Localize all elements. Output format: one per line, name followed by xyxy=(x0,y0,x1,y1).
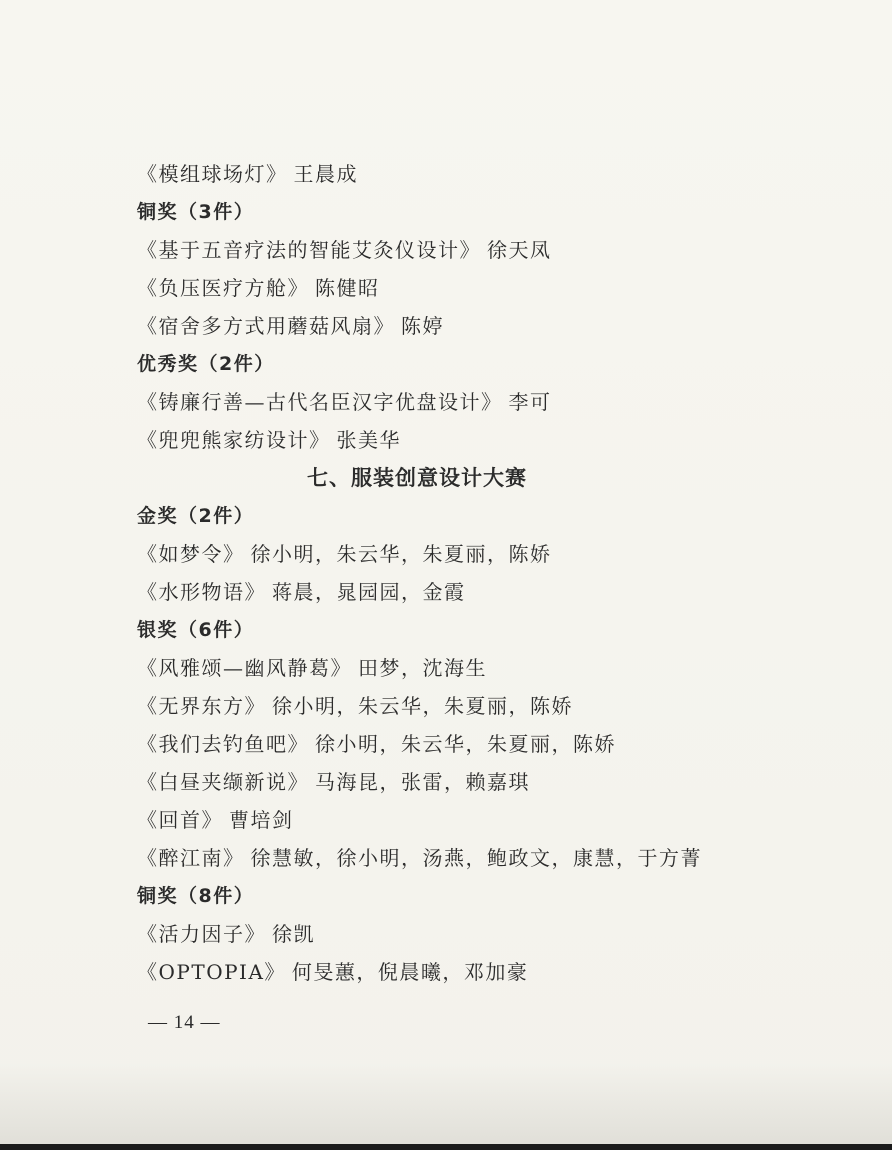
award-entry xyxy=(137,801,837,839)
award-entry xyxy=(137,839,837,877)
award-entry xyxy=(137,649,837,687)
work-authors: 何旻蕙，倪晨曦，邓加豪 xyxy=(291,960,529,984)
award-entry xyxy=(137,725,837,763)
award-level-label: 金奖（2件） xyxy=(137,505,255,527)
work-title: 《我们去钓鱼吧》 xyxy=(137,732,309,756)
work-title: 《水形物语》 xyxy=(137,580,266,604)
award-entry xyxy=(137,953,837,991)
page-number: — 14 — xyxy=(148,1012,221,1033)
work-authors: 王晨成 xyxy=(293,162,358,186)
award-entry xyxy=(137,573,837,611)
work-title: 《铸廉行善—古代名臣汉字优盘设计》 xyxy=(137,390,503,414)
scan-shadow xyxy=(0,1062,892,1150)
work-title: 《白昼夹缬新说》 xyxy=(137,770,309,794)
work-authors: 陈健昭 xyxy=(315,276,380,300)
work-title: 《基于五音疗法的智能艾灸仪设计》 xyxy=(137,238,481,262)
work-title: 《OPTOPIA》 xyxy=(137,960,286,984)
section-heading: 七、服装创意设计大赛 xyxy=(307,466,527,490)
scan-edge xyxy=(0,1144,892,1150)
work-title: 《如梦令》 xyxy=(137,542,245,566)
work-title: 《活力因子》 xyxy=(137,922,266,946)
work-authors: 蒋晨，晁园园，金霞 xyxy=(272,580,466,604)
work-authors: 曹培剑 xyxy=(229,808,294,832)
work-authors: 徐小明，朱云华，朱夏丽，陈娇 xyxy=(315,732,616,756)
award-entry xyxy=(137,763,837,801)
work-title: 《负压医疗方舱》 xyxy=(137,276,309,300)
award-level-label: 优秀奖（2件） xyxy=(137,353,275,375)
award-level-label: 铜奖（3件） xyxy=(137,201,255,223)
work-title: 《风雅颂—幽风静葛》 xyxy=(137,656,352,680)
award-entry xyxy=(137,535,837,573)
work-authors: 张美华 xyxy=(336,428,401,452)
work-title: 《回首》 xyxy=(137,808,223,832)
work-authors: 陈婷 xyxy=(401,314,444,338)
work-title: 《宿舍多方式用蘑菇风扇》 xyxy=(137,314,395,338)
work-authors: 徐天凤 xyxy=(487,238,552,262)
work-title: 《醉江南》 xyxy=(137,846,245,870)
award-level-label: 银奖（6件） xyxy=(137,619,255,641)
work-authors: 田梦，沈海生 xyxy=(358,656,487,680)
work-authors: 李可 xyxy=(508,390,552,414)
award-entry xyxy=(137,915,837,953)
award-entry xyxy=(137,421,837,459)
award-entry xyxy=(137,687,837,725)
work-title: 《无界东方》 xyxy=(137,694,266,718)
work-authors: 徐凯 xyxy=(272,922,315,946)
work-authors: 马海昆，张雷，赖嘉琪 xyxy=(315,770,530,794)
award-entry xyxy=(137,383,837,421)
work-authors: 徐慧敏，徐小明，汤燕，鲍政文，康慧，于方菁 xyxy=(250,846,702,870)
award-entry xyxy=(137,307,837,345)
award-entry xyxy=(137,231,837,269)
work-title: 《模组球场灯》 xyxy=(137,162,288,186)
award-entry xyxy=(137,269,837,307)
award-level-label: 铜奖（8件） xyxy=(137,885,255,907)
work-authors: 徐小明，朱云华，朱夏丽，陈娇 xyxy=(250,542,552,566)
work-authors: 徐小明，朱云华，朱夏丽，陈娇 xyxy=(272,694,573,718)
award-entry xyxy=(137,155,837,193)
work-title: 《兜兜熊家纺设计》 xyxy=(137,428,331,452)
document-body xyxy=(137,155,837,991)
